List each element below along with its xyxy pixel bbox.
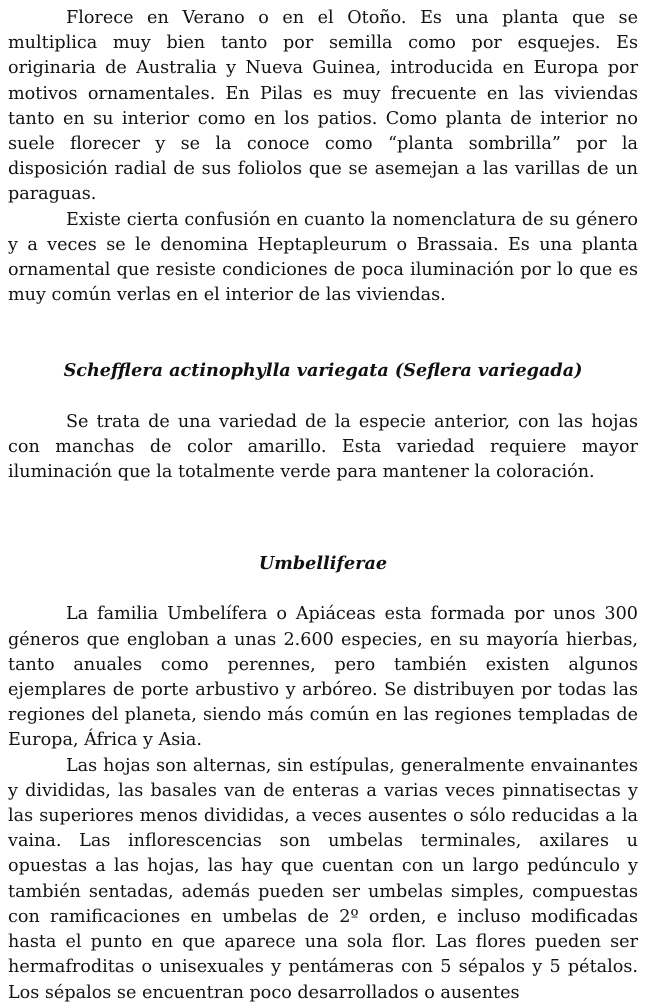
variegata-paragraph: Se trata de una variedad de la especie anterior, con las hojas con manchas de color amarillo. Esta variedad requiere mayor iluminación que la totalmente verde para mantener la coloración. [8, 411, 638, 483]
spacer [8, 308, 638, 358]
document-page [8, 6, 638, 1006]
umbelliferae-paragraph-1: La familia Umbelífera o Apiáceas esta formada por unos 300 géneros que engloban a unas 2.600 especies, en su mayoría hierbas, tanto anuales como perennes, pero también existen algunos ejemplares de porte arbustivo y arbóreo. Se distribuyen por todas las regiones del planeta, siendo más común en las regiones templadas de Europa, África y Asia. [8, 604, 638, 751]
intro-paragraph-2: Existe cierta confusión en cuanto la nomenclatura de su género y a veces se le denomina Heptapleurum o Brassaia. Es una planta ornamental que resiste condiciones de poca iluminación por lo que es muy común verlas en el interior de las viviendas. [8, 209, 638, 306]
umbelliferae-paragraph-2: Las hojas son alternas, sin estípulas, generalmente envainantes y divididas, las basales van de enteras a varias veces pinnatisectas y las superiores menos divididas, a veces ausentes o sólo reducidas a la vaina. Las inflorescencias son umbelas terminales, axilares u opuestas a las hojas, las hay que cuentan con un largo pedúnculo y también sentadas, además pueden ser umbelas simples, compuestas con ramificaciones en umbelas de 2º orden, e incluso modificadas hasta el punto en que aparece una sola flor. Las flores pueden ser hermafroditas o unisexuales y pentámeras con 5 sépalos y 5 pétalos. Los sépalos se encuentran poco desarrollados o ausentes [8, 755, 638, 1003]
umbelliferae-heading: Umbelliferae [258, 553, 388, 575]
spacer [8, 485, 638, 551]
spacer [8, 576, 638, 602]
spacer [8, 384, 638, 410]
variegata-heading: Schefflera actinophylla variegata (Seflera variegada) [63, 360, 583, 382]
intro-paragraph-1: Florece en Verano o en el Otoño. Es una planta que se multiplica muy bien tanto por semilla como por esquejes. Es originaria de Australia y Nueva Guinea, introducida en Europa por motivos ornamentales. En Pilas es muy frecuente en las viviendas tanto en su interior como en los patios. Como planta de interior no suele florecer y se la conoce como “planta sombrilla” por la disposición radial de sus foliolos que se asemejan a las varillas de un paraguas. [8, 8, 638, 205]
